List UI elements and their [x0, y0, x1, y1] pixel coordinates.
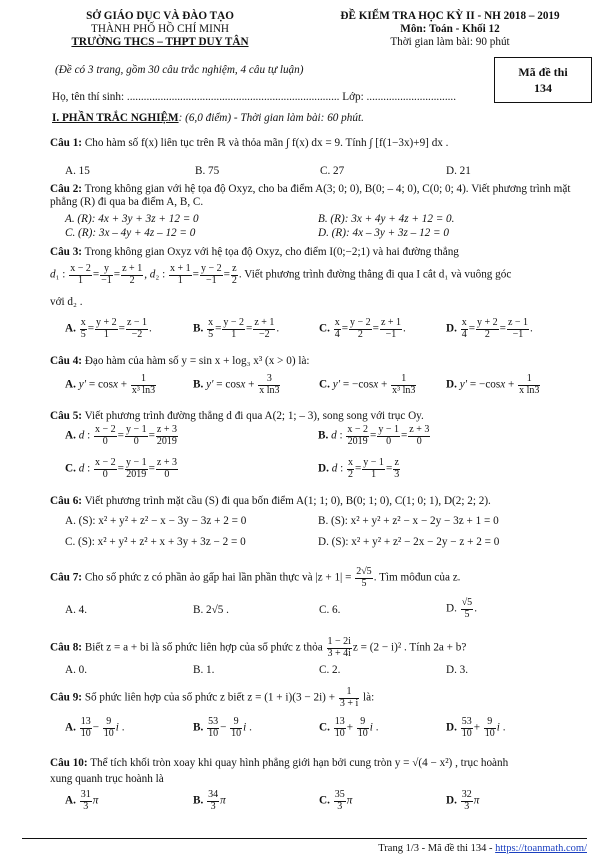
footer-rule	[22, 838, 587, 839]
q6-option-d[interactable]: D. (S): x² + y² + z² − 2x − 2y − z + 2 = 0	[318, 536, 500, 548]
exam-title: ĐỀ KIỂM TRA HỌC KỲ II - NH 2018 – 2019	[340, 10, 560, 22]
q2-option-a[interactable]: A. (R): 4x + 3y + 3z + 12 = 0	[65, 213, 199, 225]
q9-option-c[interactable]: C. $\frac{13}{10}$ + $\frac{9}{10}$ i .	[319, 716, 379, 739]
q7-label: Câu 7:	[50, 571, 83, 584]
q10-text: Thể tích khối tròn xoay khi quay hình phẳng giới hạn bởi cung tròn y = √(4 − x²) , trục hoành	[90, 757, 509, 769]
q4-option-b[interactable]: B. y′ = cosx + $\frac{3}{\text{x ln3}}$	[193, 373, 280, 396]
q9-text: Số phức liên hợp của số phức z biết z = (1 + i)(3 − 2i) +	[84, 691, 336, 704]
question-5	[50, 410, 585, 423]
exam-duration: Thời gian làm bài: 90 phút	[390, 36, 510, 48]
q4-option-d[interactable]: D. y′ = −cosx + $\frac{1}{\text{x ln3}}$	[446, 373, 540, 396]
q2-label: Câu 2:	[50, 183, 83, 195]
exam-code-label: Mã đề thi	[518, 65, 568, 79]
q8-option-b[interactable]: B. 1.	[193, 664, 215, 676]
q10-option-b[interactable]: B. $\frac{34}{3}$ π	[193, 789, 226, 812]
q9-label: Câu 9:	[50, 691, 83, 704]
question-4	[50, 355, 585, 368]
q5-option-b[interactable]: B. d : $\frac{x - 2}{2019}$ = $\frac{y - 1}{0}$ = $\frac{z + 3}{0}$	[318, 424, 430, 447]
q8-text: Biết z = a + bi là số phức liên hợp của số phức z thỏa	[84, 641, 323, 654]
question-10	[50, 757, 585, 770]
q5-option-a[interactable]: A. d : $\frac{x - 2}{0}$ = $\frac{y - 1}{0}$ = $\frac{z + 3}{2019}$	[65, 424, 177, 447]
exam-code-value: 134	[534, 81, 552, 96]
exam-subject: Môn: Toán - Khối 12	[400, 23, 500, 35]
q4-label: Câu 4:	[50, 355, 83, 367]
q2-option-d[interactable]: D. (R): 4x – 3y + 3z – 12 = 0	[318, 227, 449, 239]
question-3	[50, 246, 585, 259]
q3-option-a[interactable]: A. $\frac{x}{5}$ = $\frac{y + 2}{1}$ = $\frac{z - 1}{-2}$ .	[65, 317, 152, 340]
q3-option-b[interactable]: B. $\frac{x}{5}$ = $\frac{y - 2}{1}$ = $\frac{z + 1}{-2}$ .	[193, 317, 280, 340]
question-1	[50, 137, 585, 150]
q3-option-c[interactable]: C. $\frac{x}{4}$ = $\frac{y - 2}{2}$ = $\frac{z + 1}{-1}$ .	[319, 317, 406, 340]
q6-option-b[interactable]: B. (S): x² + y² + z² − x − 2y − 3z + 1 = 0	[318, 515, 499, 527]
q7-text: Cho số phức z có phần ảo gấp hai lần phần thực và |z + 1| =	[84, 571, 352, 584]
q2-option-c[interactable]: C. (R): 3x – 4y + 4z – 12 = 0	[65, 227, 196, 239]
footer	[378, 843, 587, 856]
q4-option-c[interactable]: C. y′ = −cosx + $\frac{1}{\text{x³ ln3}}$	[319, 373, 416, 396]
q10-label: Câu 10:	[50, 757, 88, 769]
q9-option-a[interactable]: A. $\frac{13}{10}$ − $\frac{9}{10}$ i .	[65, 716, 125, 739]
q7-text2: . Tìm môđun của z.	[373, 571, 461, 584]
question-9: Câu 9: Số phức liên hợp của số phức z biết z = (1 + i)(3 − 2i) + $\frac{1}{3 + i}$ là:	[50, 686, 375, 709]
q10-option-d[interactable]: D. $\frac{32}{3}$ π	[446, 789, 480, 812]
q1-option-d[interactable]: D. 21	[446, 165, 471, 177]
question-7: Câu 7: Cho số phức z có phần ảo gấp hai lần phần thực và |z + 1| = $\frac{2√5}{5}$ . Tìm môđun của z.	[50, 566, 461, 589]
q8-option-d[interactable]: D. 3.	[446, 664, 469, 676]
question-8: Câu 8: Biết z = a + bi là số phức liên hợp của số phức z thỏa $\frac{1 - 2i}{3 + 4i}$ z = (2 − i)² . Tính 2a + b?	[50, 636, 467, 659]
q3-text: Trong không gian Oxyz với hệ tọa độ Oxyz, cho điểm I(0;−2;1) và hai đường thẳng	[84, 246, 459, 258]
q6-label: Câu 6:	[50, 495, 83, 507]
q5-option-c[interactable]: C. d : $\frac{x - 2}{0}$ = $\frac{y - 1}{2019}$ = $\frac{z + 3}{0}$	[65, 457, 177, 480]
question-2	[50, 183, 585, 210]
q6-option-c[interactable]: C. (S): x² + y² + z² + x + 3y + 3z − 2 = 0	[65, 536, 246, 548]
q2-option-b[interactable]: B. (R): 3x + 4y + 4z + 12 = 0.	[318, 213, 455, 225]
q4-text: Đạo hàm của hàm số y = sin x + log₃ x³ (x > 0) là:	[84, 355, 310, 367]
q1-option-a[interactable]: A. 15	[65, 165, 90, 177]
exam-note: (Đề có 3 trang, gồm 30 câu trắc nghiệm, 4 câu tự luận)	[55, 64, 304, 76]
q8-option-a[interactable]: A. 0.	[65, 664, 88, 676]
dept-line1: SỞ GIÁO DỤC VÀ ĐÀO TẠO	[86, 10, 234, 22]
q9-text2: là:	[363, 691, 375, 704]
school-name: TRƯỜNG THCS – THPT DUY TÂN	[71, 36, 249, 48]
q6-option-a[interactable]: A. (S): x² + y² + z² − x − 3y − 3z + 2 = 0	[65, 515, 247, 527]
q1-text: Cho hàm số f(x) liên tục trên ℝ và thỏa mãn ∫ f(x) dx = 9. Tính ∫ [f(1−3x)+9] dx .	[84, 137, 449, 149]
q8-label: Câu 8:	[50, 641, 83, 654]
footer-text: Trang 1/3 - Mã đề thi 134 -	[378, 843, 496, 854]
q1-option-b[interactable]: B. 75	[195, 165, 220, 177]
q1-option-c[interactable]: C. 27	[320, 165, 345, 177]
q10-text2: xung quanh trục hoành là	[50, 773, 164, 785]
q7-option-b[interactable]: B. 2√5 .	[193, 604, 229, 616]
dept-line2: THÀNH PHỐ HỒ CHÍ MINH	[91, 23, 229, 35]
q10-option-c[interactable]: C. $\frac{35}{3}$ π	[319, 789, 353, 812]
q6-text: Viết phương trình mặt cầu (S) đi qua bốn điểm A(1; 1; 0), B(0; 1; 0), C(1; 0; 1), D(2; 2; 2).	[84, 495, 491, 507]
q8-option-c[interactable]: C. 2.	[319, 664, 341, 676]
exam-code-box	[494, 57, 592, 103]
q5-option-d[interactable]: D. d : $\frac{x}{2}$ = $\frac{y - 1}{1}$ = $\frac{z}{3}$	[318, 457, 400, 480]
q9-option-b[interactable]: B. $\frac{53}{10}$ − $\frac{9}{10}$ i .	[193, 716, 252, 739]
q3-label: Câu 3:	[50, 246, 83, 258]
q7-option-d-label: D.	[446, 602, 457, 615]
q3-text2: . Viết phương trình đường thẳng đi qua I cắt d₁ và vuông góc	[238, 268, 512, 281]
q1-label: Câu 1:	[50, 137, 83, 149]
q5-text: Viết phương trình đường thẳng d đi qua A(2; 1; – 3), song song với trục Oy.	[84, 410, 424, 422]
q3-lines: d₁ : $\frac{x - 2}{1}$ = $\frac{y}{-1}$ = $\frac{z + 1}{2}$ , d₂ : $\frac{x + 1}{1}$ = $\frac{y - 2}{-1}$ = $\frac{z}{2}$ . Viết phương trình đường thẳng đi qua I cắt d₁ và vuông góc	[50, 263, 512, 286]
q7-option-d[interactable]: D. $\frac{√5}{5}$ .	[446, 597, 477, 620]
section-subtitle: : (6,0 điểm) - Thời gian làm bài: 60 phút.	[178, 112, 364, 124]
q7-option-a[interactable]: A. 4.	[65, 604, 88, 616]
q2-text: Trong không gian với hệ tọa độ Oxyz, cho ba điểm A(3; 0; 0), B(0; – 4; 0), C(0; 0; 4). Viết phương trình mặt phẳng (R) đi qua ba điểm A, B, C.	[50, 183, 571, 209]
q10-option-a[interactable]: A. $\frac{31}{3}$ π	[65, 789, 99, 812]
footer-link[interactable]: https://toanmath.com/	[495, 843, 587, 854]
q9-option-d[interactable]: D. $\frac{53}{10}$ + $\frac{9}{10}$ i .	[446, 716, 506, 739]
q5-label: Câu 5:	[50, 410, 83, 422]
q7-option-c[interactable]: C. 6.	[319, 604, 341, 616]
question-6	[50, 495, 585, 508]
section-title	[52, 112, 364, 125]
q8-text2: z = (2 − i)² . Tính 2a + b?	[352, 641, 467, 654]
section-title-text: I. PHẦN TRẮC NGHIỆM	[52, 112, 179, 124]
student-name-line: Họ, tên thí sinh: ............................................................................ Lớp: ................................	[52, 91, 457, 103]
q3-text3: với d₂ .	[50, 296, 83, 308]
q4-option-a[interactable]: A. y′ = cosx + $\frac{1}{\text{x³ ln3}}$	[65, 373, 156, 396]
q3-option-d[interactable]: D. $\frac{x}{4}$ = $\frac{y + 2}{2}$ = $\frac{z - 1}{-1}$ .	[446, 317, 533, 340]
